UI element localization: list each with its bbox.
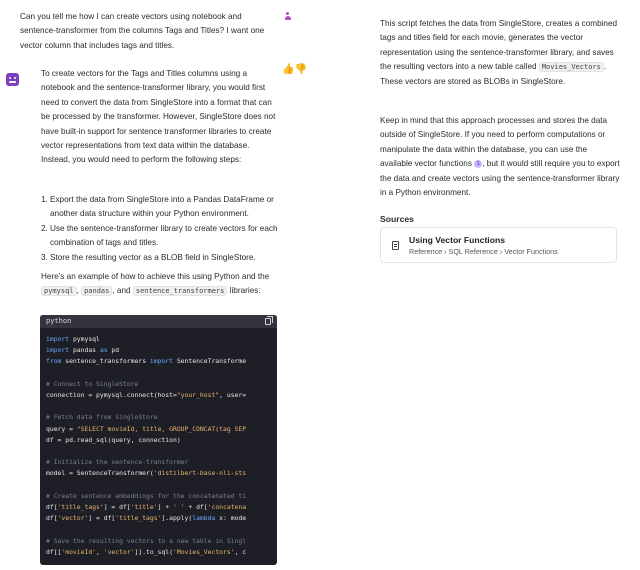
paragraph-text: . These vectors are stored as BLOBs in SingleStore.: [380, 62, 607, 86]
code-token: import: [46, 335, 70, 343]
code-token: pd: [107, 346, 120, 355]
code-token: lambda: [192, 514, 216, 523]
step-text: Store the resulting vector as a BLOB field in SingleStore.: [50, 252, 256, 262]
step-number: 3.: [41, 252, 48, 262]
code-token: df[[: [46, 547, 62, 556]
code-string: 'Movies_Vectors': [173, 547, 235, 556]
separator: ,: [76, 286, 79, 296]
list-item: [41, 193, 279, 222]
steps-list: [41, 193, 279, 265]
source-title[interactable]: Using Vector Functions: [409, 235, 505, 245]
step-number: 2.: [41, 223, 48, 233]
code-string: 'movieId': [61, 547, 97, 556]
code-token: df[: [46, 503, 58, 512]
code-token: ,: [96, 547, 104, 556]
code-token: query =: [46, 424, 77, 433]
code-comment: # Connect to SingleStore: [46, 379, 139, 388]
intro-paragraph: To create vectors for the Tags and Titles columns using a notebook and the sentence-transformer library, you would first need to convert the data from SingleStore into a format that can be processed by the transformer. However, SingleStore does not have built-in support for sentence transformer libraries to create vector representations from text data within the database. Instead, you would need to perform the following steps:: [41, 69, 276, 165]
code-string: 'title_tags': [57, 503, 104, 512]
code-header: [40, 315, 277, 328]
paragraph-text: Keep in mind that this approach processes and stores the data outside of SingleStore. If you need to perform computations or manipulate the data within the database, you can use the available vector functions: [380, 116, 608, 169]
code-token: + df[: [184, 503, 208, 512]
code-token: as: [99, 346, 108, 355]
code-comment: # Save the resulting vectors to a new table in Singl: [46, 536, 247, 545]
chat-column: [0, 0, 310, 570]
source-card[interactable]: [380, 227, 617, 263]
step-text: Export the data from SingleStore into a Pandas DataFrame or another data structure within your Python environment.: [50, 195, 274, 219]
code-string: "SELECT movieId, title, GROUP_CONCAT(tag SEP: [76, 424, 247, 433]
code-block: [40, 315, 277, 565]
code-token: pandas: [69, 346, 100, 355]
code-token: ] +: [157, 503, 173, 512]
source-breadcrumb: Reference › SQL Reference › Vector Functions: [409, 247, 558, 256]
code-token: df = pd.read_sql(query, connection): [46, 435, 181, 444]
thumbs-up-icon[interactable]: 👍: [282, 64, 295, 75]
code-string: 'title': [130, 503, 158, 512]
code-comment: # Initialize the sentence-transformer: [46, 458, 189, 467]
inline-code-table-name: Movies_Vectors: [539, 62, 604, 72]
code-language: python: [46, 317, 72, 325]
note-paragraph: [380, 114, 620, 200]
code-token: SentenceTransforme: [172, 357, 247, 366]
user-message: Can you tell me how I can create vectors using notebook and sentence-transformer from the columns Tags and Titles? I want one vector column that includes tags and titles.: [20, 12, 265, 50]
code-token: model = SentenceTransformer(: [46, 469, 154, 478]
citation-badge[interactable]: 1: [474, 160, 482, 168]
summary-paragraph: [380, 17, 620, 89]
code-token: , c: [234, 547, 247, 556]
example-prefix: Here's an example of how to achieve this using Python and the: [41, 272, 270, 281]
sources-heading: Sources: [380, 214, 414, 224]
inline-code-pandas: pandas: [81, 286, 112, 296]
code-token: ] = df[: [103, 503, 131, 512]
code-token: ]].to_sql(: [134, 547, 173, 556]
code-string: 'title_tags': [115, 514, 162, 523]
code-token: ].apply(: [161, 514, 193, 523]
code-comment: # Create sentence embeddings for the concatenated ti: [46, 491, 247, 500]
code-string: 'vector': [57, 514, 89, 523]
code-token: df[: [46, 514, 58, 523]
user-icon: [283, 12, 292, 21]
code-token: pymysql: [69, 335, 100, 343]
code-token: import: [46, 346, 70, 355]
assistant-intro: [41, 67, 279, 168]
inline-code-pymysql: pymysql: [41, 286, 77, 296]
separator: , and: [112, 286, 131, 296]
step-text: Use the sentence-transformer library to create vectors for each combination of tags and titles.: [50, 223, 278, 248]
paragraph-text: This script fetches the data from SingleStore, creates a combined tags and titles field for each movie, generates the vector representation using the sentence-transformer library, and saves the resulting vectors into a new table called: [380, 19, 618, 72]
code-token: sentence_transformers: [61, 357, 150, 366]
code-string: 'vector': [103, 547, 135, 556]
code-comment: # Fetch data from SingleStore: [46, 413, 158, 422]
document-icon: [392, 241, 399, 250]
bot-avatar-icon: [6, 73, 19, 86]
code-string: 'distilbert-base-nli-sts: [153, 469, 247, 478]
list-item: [41, 251, 279, 265]
code-token: ] = df[: [88, 514, 116, 523]
code-token: x: mode: [215, 514, 247, 523]
code-string: ' ': [172, 503, 185, 512]
code-body: [40, 328, 277, 558]
code-token: import: [149, 357, 173, 366]
example-suffix: libraries:: [229, 286, 261, 296]
copy-icon[interactable]: [265, 318, 271, 325]
example-intro: [41, 270, 291, 299]
paragraph-text: , but it would still require you to export the data and create vectors using the sentence-transformer library in a Python environment.: [380, 159, 620, 198]
code-token: , user=: [219, 391, 247, 400]
inline-code-sentence-transformers: sentence_transformers: [133, 286, 228, 296]
thumbs-down-icon[interactable]: 👎: [294, 64, 307, 75]
code-token: connection = pymysql.connect(host=: [46, 391, 177, 400]
list-item: [41, 222, 279, 251]
code-string: 'concatena: [207, 503, 247, 512]
feedback-buttons: [282, 64, 307, 76]
code-string: "your_host": [176, 391, 220, 400]
code-token: from: [46, 357, 62, 366]
step-number: 1.: [41, 195, 48, 204]
